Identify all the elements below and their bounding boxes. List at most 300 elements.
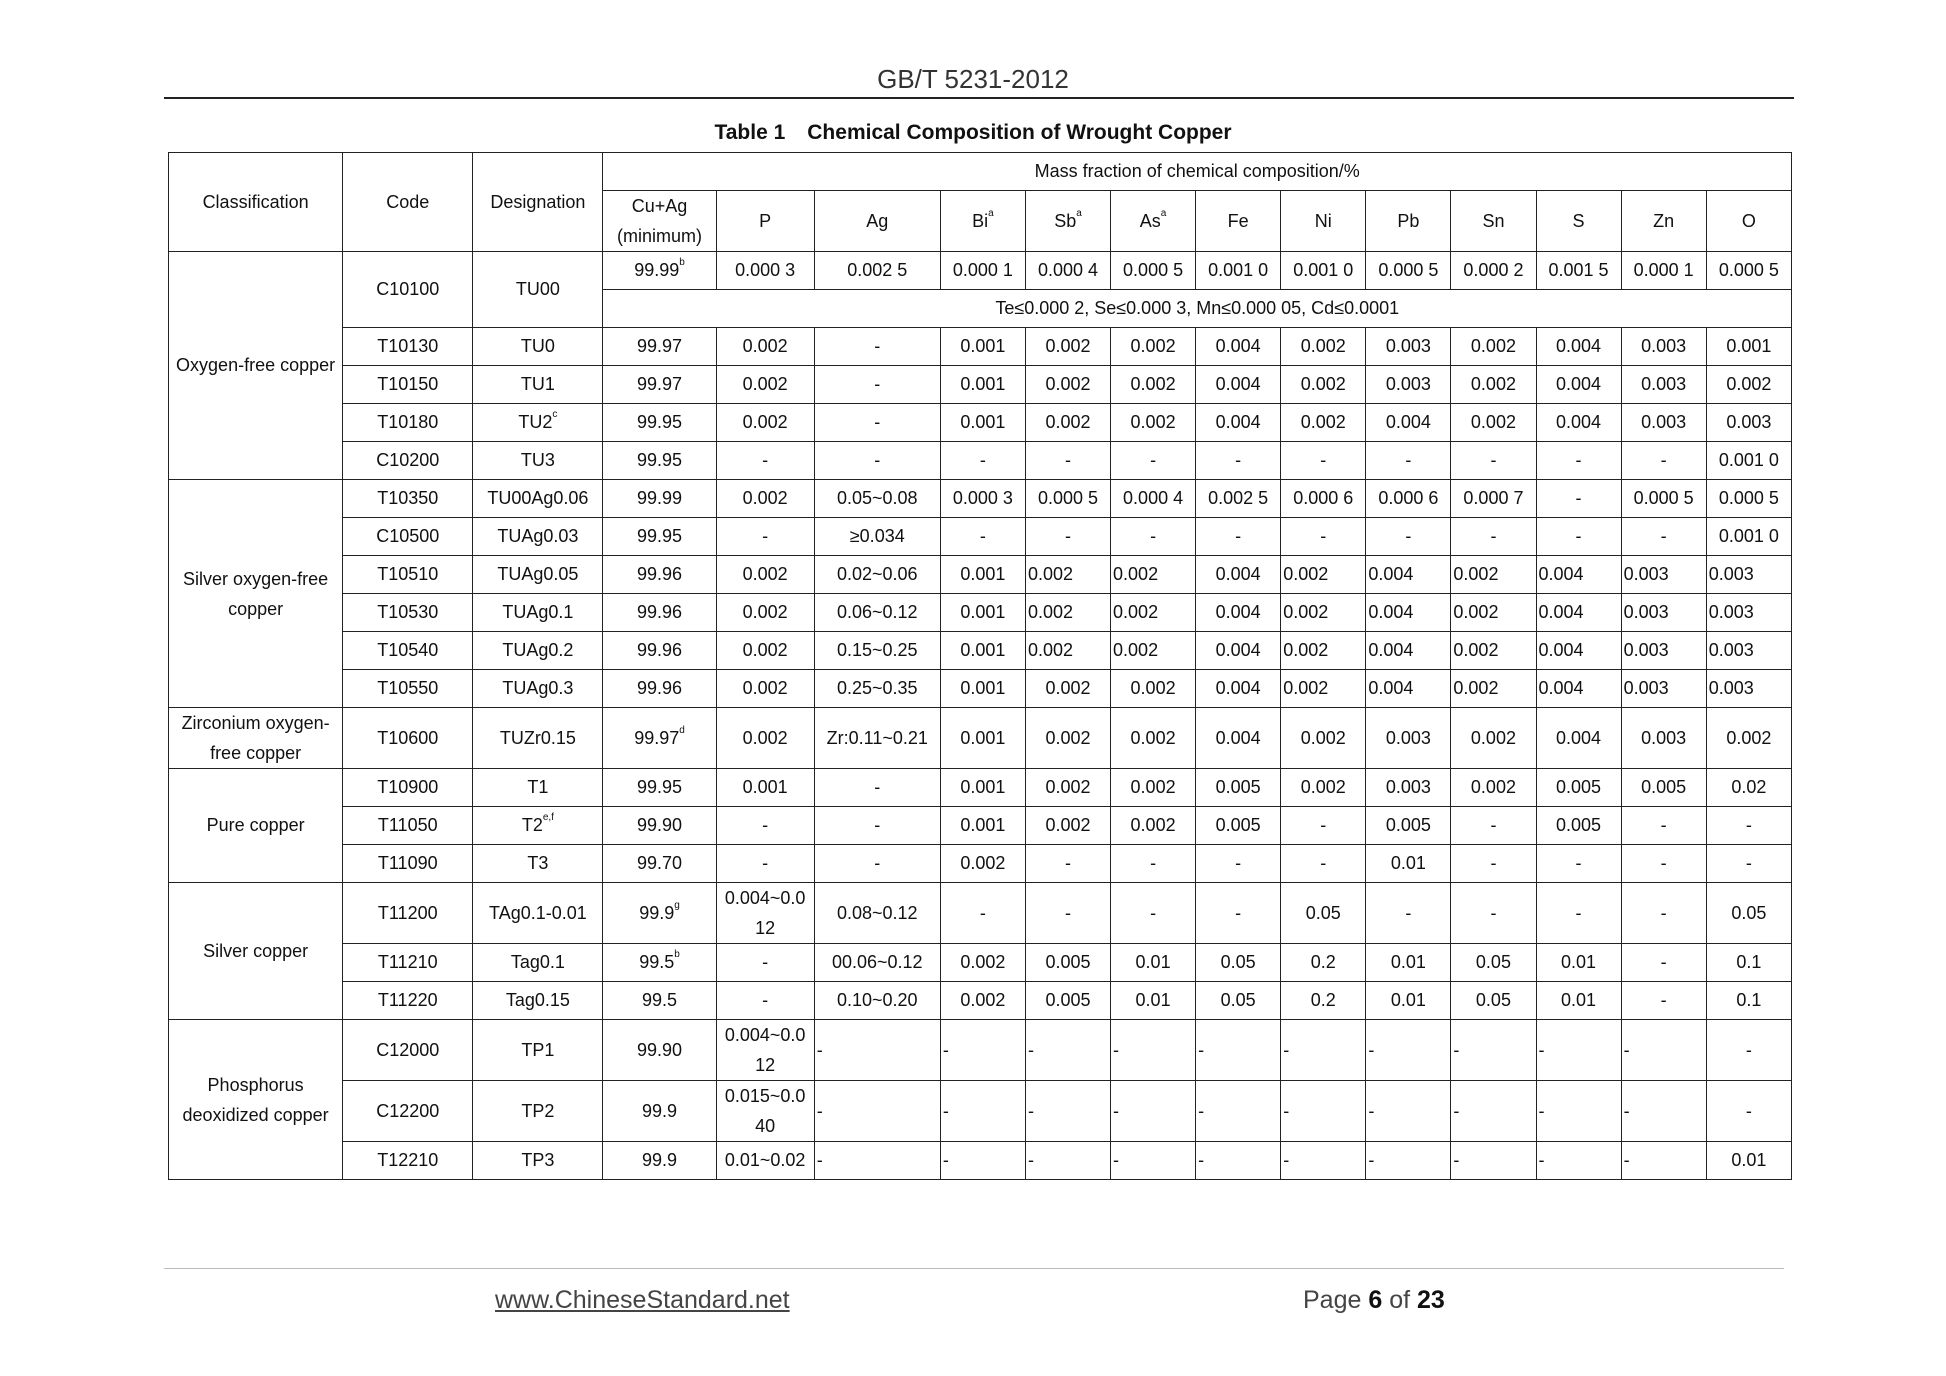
header-cu-ag-line1: Cu+Ag	[631, 196, 688, 216]
value-line2: 12	[755, 1055, 776, 1075]
value-cell: 0.000 5	[1621, 480, 1706, 518]
value-cell: 0.002	[716, 632, 814, 670]
cu-ag-cell: 99.95	[603, 442, 716, 480]
value-cell: 0.003	[1621, 594, 1706, 632]
table-number: Table 1	[714, 121, 786, 144]
value-cell: -	[814, 769, 940, 807]
value-cell: 00.06~0.12	[814, 944, 940, 982]
value-cell: 0.005	[1196, 769, 1281, 807]
value-cell: -	[1281, 442, 1366, 480]
value-cell: 0.001	[716, 769, 814, 807]
code-cell: T10530	[343, 594, 473, 632]
value-cell: 0.004	[1536, 632, 1621, 670]
value-cell: -	[1025, 1081, 1110, 1142]
value-cell: 0.01	[1366, 845, 1451, 883]
designation-cell: TUAg0.2	[473, 632, 603, 670]
value-cell: -	[716, 442, 814, 480]
value-cell: -	[1025, 1142, 1110, 1180]
cu-ag-cell	[603, 708, 716, 769]
value-cell: 0.002	[940, 845, 1025, 883]
value-cell: 0.002	[1111, 769, 1196, 807]
value-cell: 0.001	[1706, 328, 1791, 366]
website-link[interactable]: www.ChineseStandard.net	[495, 1286, 790, 1314]
value-cell: -	[1281, 845, 1366, 883]
value-cell: -	[814, 845, 940, 883]
value-cell	[716, 1081, 814, 1142]
value-cell: 0.002	[1025, 594, 1110, 632]
value-line1: 0.015~0.0	[724, 1086, 806, 1106]
table-row	[169, 632, 1792, 670]
header-sb	[1025, 191, 1110, 252]
value-line2: 40	[755, 1116, 776, 1136]
header-mass-fraction: Mass fraction of chemical composition/%	[603, 153, 1792, 191]
cu-ag-value: 99.9	[639, 902, 675, 923]
value-cell: 0.000 3	[716, 252, 814, 290]
value-cell: 0.002	[940, 944, 1025, 982]
table-row	[169, 982, 1792, 1020]
value-cell: 0.01~0.02	[716, 1142, 814, 1180]
value-cell: 0.001	[940, 366, 1025, 404]
designation-cell: TUAg0.05	[473, 556, 603, 594]
code-cell: C10100	[343, 252, 473, 328]
header-sn: Sn	[1451, 191, 1536, 252]
composition-table	[168, 152, 1792, 1180]
cu-ag-cell: 99.9	[603, 1081, 716, 1142]
classification-line1: Silver oxygen-free	[183, 568, 329, 589]
designation-cell	[473, 807, 603, 845]
value-cell: 0.003	[1366, 328, 1451, 366]
value-cell: -	[1536, 845, 1621, 883]
value-cell: 0.002	[1281, 328, 1366, 366]
value-cell: 0.002	[1451, 404, 1536, 442]
value-cell: 0.002	[1025, 556, 1110, 594]
designation-cell: Tag0.15	[473, 982, 603, 1020]
value-cell: 0.000 6	[1366, 480, 1451, 518]
code-cell: C10500	[343, 518, 473, 556]
value-cell: -	[1536, 1081, 1621, 1142]
value-cell: 0.01	[1111, 944, 1196, 982]
value-cell: -	[1281, 1142, 1366, 1180]
table-row	[169, 1081, 1792, 1142]
value-cell: 0.001	[940, 556, 1025, 594]
designation-cell: TP1	[473, 1020, 603, 1081]
value-cell: 0.002	[716, 708, 814, 769]
value-cell: -	[1621, 1081, 1706, 1142]
header-ni: Ni	[1281, 191, 1366, 252]
page-word: Page	[1303, 1286, 1362, 1314]
classification-cell	[169, 708, 343, 769]
value-cell: 0.002	[1281, 594, 1366, 632]
code-cell: C12000	[343, 1020, 473, 1081]
designation-cell: TU00	[473, 252, 603, 328]
code-cell: T10550	[343, 670, 473, 708]
header-s: S	[1536, 191, 1621, 252]
value-cell: -	[1025, 518, 1110, 556]
value-cell: -	[1536, 1020, 1621, 1081]
value-cell: ≥0.034	[814, 518, 940, 556]
designation-cell: TUAg0.03	[473, 518, 603, 556]
classification-line2: copper	[228, 598, 284, 619]
table-row	[169, 404, 1792, 442]
value-cell: 0.000 2	[1451, 252, 1536, 290]
footnote-mark: g	[674, 899, 680, 911]
value-cell: -	[716, 944, 814, 982]
value-cell: 0.002	[1111, 632, 1196, 670]
value-cell: 0.003	[1621, 328, 1706, 366]
cu-ag-value: 99.97	[634, 727, 680, 748]
value-cell: 0.004	[1536, 328, 1621, 366]
code-cell: T11220	[343, 982, 473, 1020]
value-cell: 0.01	[1366, 944, 1451, 982]
footnote-mark: b	[674, 949, 680, 960]
table-body	[169, 153, 1792, 1180]
footnote-mark: b	[679, 257, 685, 268]
code-cell: T10350	[343, 480, 473, 518]
value-cell: 0.002	[1281, 769, 1366, 807]
of-word: of	[1389, 1286, 1411, 1314]
value-cell: 0.005	[1025, 982, 1110, 1020]
value-cell: -	[1451, 442, 1536, 480]
value-cell: 0.000 5	[1111, 252, 1196, 290]
value-cell: 0.2	[1281, 944, 1366, 982]
value-cell: 0.002	[716, 366, 814, 404]
value-cell: 0.003	[1366, 366, 1451, 404]
value-cell: 0.002	[1025, 769, 1110, 807]
value-cell: -	[940, 1020, 1025, 1081]
value-cell: -	[1025, 1020, 1110, 1081]
table-row	[169, 328, 1792, 366]
note-cell: Te≤0.000 2, Se≤0.000 3, Mn≤0.000 05, Cd≤0.0001	[603, 290, 1792, 328]
value-cell: 0.002	[1111, 670, 1196, 708]
value-cell: 0.003	[1706, 670, 1791, 708]
designation-cell: TUAg0.3	[473, 670, 603, 708]
value-cell: 0.2	[1281, 982, 1366, 1020]
value-cell: -	[940, 518, 1025, 556]
value-cell: -	[1536, 480, 1621, 518]
designation-cell: T1	[473, 769, 603, 807]
value-cell: -	[1196, 845, 1281, 883]
value-cell: 0.004	[1366, 670, 1451, 708]
code-cell: C10200	[343, 442, 473, 480]
value-cell: 0.002	[1451, 708, 1536, 769]
value-cell: 0.002	[1111, 328, 1196, 366]
value-cell: 0.002	[716, 480, 814, 518]
designation-cell: TUAg0.1	[473, 594, 603, 632]
classification-cell	[169, 1020, 343, 1180]
value-cell: -	[1111, 845, 1196, 883]
classification-cell: Pure copper	[169, 769, 343, 883]
designation-cell: TUZr0.15	[473, 708, 603, 769]
value-cell: 0.002	[1025, 708, 1110, 769]
value-cell: Zr:0.11~0.21	[814, 708, 940, 769]
value-cell: -	[814, 1020, 940, 1081]
value-cell: -	[814, 366, 940, 404]
value-cell: -	[1706, 807, 1791, 845]
value-cell: 0.002	[1025, 366, 1110, 404]
designation-cell: TU1	[473, 366, 603, 404]
value-cell: 0.10~0.20	[814, 982, 940, 1020]
designation-cell: TU00Ag0.06	[473, 480, 603, 518]
value-cell: 0.002	[1111, 556, 1196, 594]
table-row	[169, 769, 1792, 807]
value-cell: -	[1111, 442, 1196, 480]
header-zn: Zn	[1621, 191, 1706, 252]
cu-ag-cell: 99.5	[603, 982, 716, 1020]
value-cell: 0.002	[716, 594, 814, 632]
value-cell: 0.001	[940, 594, 1025, 632]
designation-cell: Tag0.1	[473, 944, 603, 982]
value-cell: 0.001	[940, 632, 1025, 670]
value-cell: -	[814, 328, 940, 366]
value-cell: 0.001 0	[1706, 518, 1791, 556]
header-pb: Pb	[1366, 191, 1451, 252]
value-cell: 0.002 5	[1196, 480, 1281, 518]
cu-ag-cell: 99.95	[603, 518, 716, 556]
classification-line2: free copper	[210, 743, 302, 763]
code-cell: T10150	[343, 366, 473, 404]
value-cell: -	[814, 1081, 940, 1142]
table-row	[169, 883, 1792, 944]
value-cell: 0.001 0	[1281, 252, 1366, 290]
value-cell: 0.000 1	[1621, 252, 1706, 290]
code-cell: T10510	[343, 556, 473, 594]
value-cell: -	[716, 982, 814, 1020]
value-cell: -	[940, 442, 1025, 480]
value-cell: 0.002	[1451, 632, 1536, 670]
header-code: Code	[343, 153, 473, 252]
code-cell: T10600	[343, 708, 473, 769]
header-as-label: As	[1139, 210, 1161, 231]
value-cell: 0.002	[1281, 670, 1366, 708]
value-cell: -	[1621, 883, 1706, 944]
header-sb-label: Sb	[1054, 210, 1077, 231]
table-row	[169, 480, 1792, 518]
value-cell: 0.003	[1621, 708, 1706, 769]
value-cell: -	[1621, 1020, 1706, 1081]
value-cell: 0.002	[1451, 670, 1536, 708]
value-cell: 0.05	[1196, 944, 1281, 982]
value-cell: 0.06~0.12	[814, 594, 940, 632]
page-number: 6	[1368, 1286, 1383, 1314]
value-cell: 0.05~0.08	[814, 480, 940, 518]
header-ag: Ag	[814, 191, 940, 252]
value-cell: 0.003	[1706, 632, 1791, 670]
value-cell: 0.25~0.35	[814, 670, 940, 708]
value-cell: 0.002	[1025, 670, 1110, 708]
cu-ag-cell: 99.97	[603, 328, 716, 366]
value-cell: 0.01	[1111, 982, 1196, 1020]
value-cell: 0.002	[1025, 404, 1110, 442]
value-cell: 0.000 4	[1111, 480, 1196, 518]
value-cell: -	[1025, 883, 1110, 944]
value-line1: 0.004~0.0	[724, 1025, 806, 1045]
value-cell: 0.000 6	[1281, 480, 1366, 518]
value-cell: 0.01	[1536, 982, 1621, 1020]
value-cell: -	[1281, 1020, 1366, 1081]
value-cell: 0.002	[1281, 632, 1366, 670]
value-cell: -	[1111, 518, 1196, 556]
cu-ag-cell	[603, 252, 716, 290]
value-cell: -	[1366, 442, 1451, 480]
value-cell: -	[1111, 1081, 1196, 1142]
cu-ag-value: 99.99	[634, 260, 680, 280]
value-cell: 0.15~0.25	[814, 632, 940, 670]
value-cell: 0.003	[1706, 556, 1791, 594]
header-row	[169, 153, 1792, 191]
table-row	[169, 670, 1792, 708]
value-cell: 0.003	[1706, 594, 1791, 632]
value-cell: 0.003	[1706, 404, 1791, 442]
value-cell: -	[1536, 883, 1621, 944]
footnote-mark: a	[1076, 207, 1082, 219]
value-cell: 0.004	[1196, 594, 1281, 632]
value-cell: 0.002	[1111, 404, 1196, 442]
code-cell: T11050	[343, 807, 473, 845]
cu-ag-cell: 99.99	[603, 480, 716, 518]
document-id-header: GB/T 5231-2012	[877, 64, 1069, 94]
value-cell: 0.002	[1281, 556, 1366, 594]
cu-ag-cell: 99.90	[603, 807, 716, 845]
value-cell: 0.004	[1196, 556, 1281, 594]
value-cell: 0.1	[1706, 982, 1791, 1020]
value-cell: 0.05	[1451, 944, 1536, 982]
classification-line1: Phosphorus	[207, 1074, 304, 1095]
classification-line2: deoxidized copper	[182, 1104, 329, 1125]
designation-value: T2	[521, 815, 543, 835]
value-cell: 0.004	[1536, 556, 1621, 594]
header-rule	[164, 97, 1794, 99]
code-cell: T11200	[343, 883, 473, 944]
footnote-mark: a	[1160, 207, 1167, 219]
code-cell: T11090	[343, 845, 473, 883]
table-row	[169, 944, 1792, 982]
table-row	[169, 845, 1792, 883]
value-cell: -	[814, 1142, 940, 1180]
value-cell: 0.001	[940, 807, 1025, 845]
value-cell: 0.002	[1025, 807, 1110, 845]
table-row	[169, 366, 1792, 404]
value-cell: 0.003	[1621, 556, 1706, 594]
table-row	[169, 594, 1792, 632]
value-cell: 0.004	[1366, 594, 1451, 632]
value-cell: 0.003	[1621, 404, 1706, 442]
table-caption	[0, 121, 1946, 145]
value-cell: 0.005	[1536, 769, 1621, 807]
classification-line1: Zirconium oxygen-	[181, 713, 330, 733]
value-cell: 0.002 5	[814, 252, 940, 290]
value-cell: 0.002	[1451, 366, 1536, 404]
value-cell: 0.004	[1536, 708, 1621, 769]
cu-ag-cell: 99.9	[603, 1142, 716, 1180]
table-row	[169, 252, 1792, 290]
value-cell: 0.002	[716, 556, 814, 594]
value-cell: 0.05	[1451, 982, 1536, 1020]
code-cell: T10540	[343, 632, 473, 670]
value-cell: 0.002	[1025, 328, 1110, 366]
value-cell: 0.003	[1621, 670, 1706, 708]
value-cell: 0.001	[940, 404, 1025, 442]
value-cell: 0.004	[1196, 328, 1281, 366]
value-cell: -	[716, 518, 814, 556]
designation-cell: TP2	[473, 1081, 603, 1142]
value-cell: 0.001	[940, 708, 1025, 769]
cu-ag-cell: 99.96	[603, 594, 716, 632]
table-row	[169, 1020, 1792, 1081]
value-cell: 0.05	[1281, 883, 1366, 944]
value-cell: 0.000 7	[1451, 480, 1536, 518]
value-cell: 0.004	[1196, 366, 1281, 404]
cu-ag-cell	[603, 944, 716, 982]
value-line2: 12	[755, 918, 776, 938]
value-cell: -	[1366, 1142, 1451, 1180]
value-cell: -	[1621, 944, 1706, 982]
page-total: 23	[1417, 1286, 1445, 1314]
designation-cell	[473, 404, 603, 442]
value-cell: 0.002	[1451, 328, 1536, 366]
value-cell: -	[814, 404, 940, 442]
value-cell: -	[1621, 1142, 1706, 1180]
header-p: P	[716, 191, 814, 252]
value-cell: 0.004	[1536, 366, 1621, 404]
value-cell: -	[1451, 883, 1536, 944]
value-cell: 0.005	[1621, 769, 1706, 807]
table-row	[169, 556, 1792, 594]
value-cell: -	[1111, 1020, 1196, 1081]
value-cell: 0.002	[1451, 769, 1536, 807]
value-cell: -	[1451, 1020, 1536, 1081]
value-cell: 0.004	[1196, 632, 1281, 670]
value-cell: -	[1621, 982, 1706, 1020]
value-cell: 0.000 4	[1025, 252, 1110, 290]
value-cell: 0.004	[1536, 594, 1621, 632]
value-cell: -	[814, 807, 940, 845]
value-cell: 0.002	[1281, 708, 1366, 769]
value-cell: -	[1366, 518, 1451, 556]
header-classification: Classification	[169, 153, 343, 252]
cu-ag-cell: 99.97	[603, 366, 716, 404]
cu-ag-cell: 99.95	[603, 769, 716, 807]
value-cell: 0.002	[1111, 366, 1196, 404]
value-cell: 0.000 1	[940, 252, 1025, 290]
cu-ag-cell: 99.95	[603, 404, 716, 442]
value-cell: -	[1451, 845, 1536, 883]
value-cell: 0.01	[1536, 944, 1621, 982]
value-cell: -	[1111, 883, 1196, 944]
code-cell: T10900	[343, 769, 473, 807]
classification-cell: Silver copper	[169, 883, 343, 1020]
value-cell: -	[1366, 883, 1451, 944]
value-cell: -	[1196, 1020, 1281, 1081]
designation-cell: TU3	[473, 442, 603, 480]
value-cell: -	[1281, 518, 1366, 556]
value-cell: -	[716, 845, 814, 883]
header-bi	[940, 191, 1025, 252]
value-cell: 0.002	[1111, 708, 1196, 769]
value-cell: -	[1196, 883, 1281, 944]
value-cell: 0.000 5	[1706, 480, 1791, 518]
value-cell: 0.004	[1196, 404, 1281, 442]
value-cell: 0.002	[1111, 594, 1196, 632]
value-cell: 0.001	[940, 670, 1025, 708]
value-cell: 0.002	[1025, 632, 1110, 670]
value-cell: 0.01	[1366, 982, 1451, 1020]
value-cell: 0.02	[1706, 769, 1791, 807]
value-cell: 0.005	[1536, 807, 1621, 845]
value-cell: -	[1451, 1081, 1536, 1142]
cu-ag-cell: 99.96	[603, 670, 716, 708]
value-cell: -	[940, 1142, 1025, 1180]
header-cu-ag	[603, 191, 716, 252]
